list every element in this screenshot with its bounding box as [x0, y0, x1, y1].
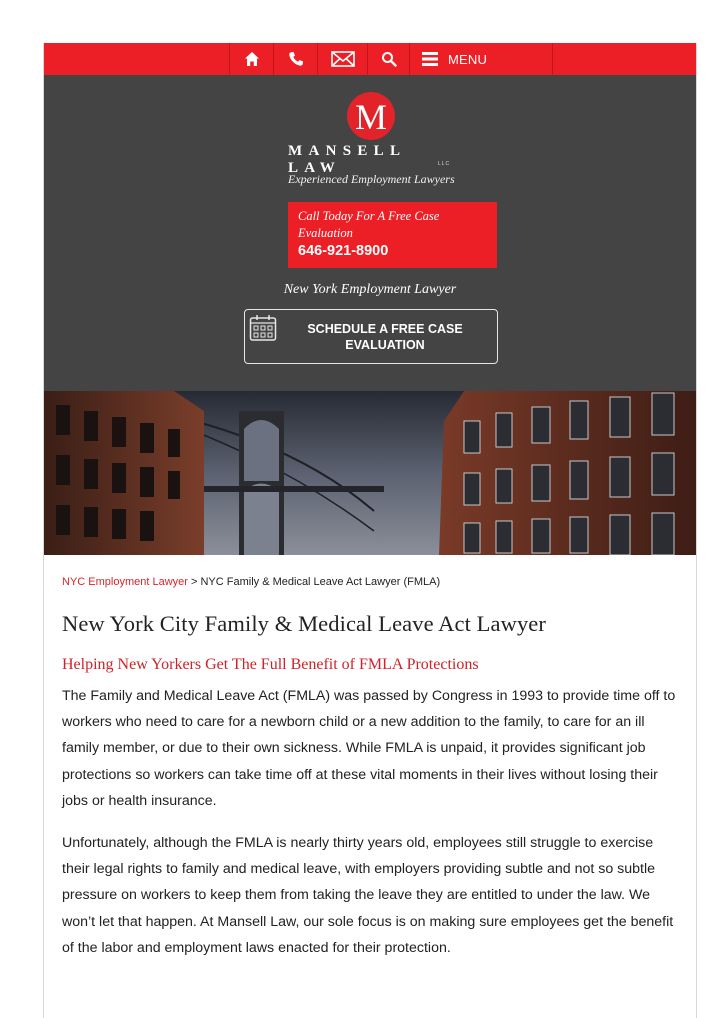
- schedule-label: SCHEDULE A FREE CASE EVALUATION: [307, 322, 463, 352]
- menu-icon: [422, 52, 438, 66]
- breadcrumb-link-employment-lawyer[interactable]: NYC Employment Lawyer: [62, 576, 188, 588]
- firm-tagline: Experienced Employment Lawyers: [288, 172, 455, 186]
- nav-icon-group: [229, 43, 553, 75]
- main-content: [62, 576, 682, 961]
- mail-icon: [331, 51, 355, 67]
- menu-label: MENU: [448, 51, 488, 67]
- hero-illustration: [44, 391, 696, 555]
- page-subtitle: Helping New Yorkers Get The Full Benefit of FMLA Protections: [62, 656, 479, 673]
- site-header: [44, 75, 696, 391]
- schedule-evaluation-button[interactable]: [244, 309, 498, 364]
- logo-letter: M: [354, 97, 387, 137]
- logo[interactable]: [347, 92, 395, 140]
- call-text: Call Today For A Free Case Evaluation: [298, 209, 440, 240]
- search-button[interactable]: [367, 43, 409, 75]
- firm-llc: LLC: [438, 161, 451, 167]
- search-icon: [381, 51, 397, 67]
- page-frame: [43, 43, 697, 1018]
- phone-icon: [288, 51, 304, 67]
- breadcrumb-current: NYC Family & Medical Leave Act Lawyer (FMLA): [200, 576, 441, 588]
- phone-number[interactable]: 646-921-8900: [298, 243, 389, 259]
- home-icon: [244, 51, 260, 67]
- call-box[interactable]: [288, 202, 497, 268]
- firm-name: MANSELL LAW: [288, 143, 406, 176]
- page-title: New York City Family & Medical Leave Act Lawyer: [62, 611, 546, 636]
- page-tagline: New York Employment Lawyer: [283, 282, 457, 297]
- hero-image: [44, 391, 696, 555]
- menu-button[interactable]: [409, 43, 553, 75]
- top-nav-bar: [44, 43, 696, 75]
- phone-button[interactable]: [273, 43, 317, 75]
- body-paragraph-2: Unfortunately, although the FMLA is nearly thirty years old, employees still struggle to exercise their legal rights to family and medical leave, with employers providing subtle and not so subtle pressure on workers to keep them from taking the leave they are entitled to under the law. We won’t let that happen. At Mansell Law, our sole focus is on making sure employees get the benefit of the labor and employment laws enacted for their protection.: [62, 835, 674, 956]
- calendar-icon: [249, 314, 277, 342]
- breadcrumb: [62, 576, 682, 588]
- body-paragraph-1: The Family and Medical Leave Act (FMLA) was passed by Congress in 1993 to provide time off to workers who need to care for a newborn child or a new addition to the family, to care for an ill family member, or due to their own sickness. While FMLA is unpaid, it provides significant job protections so workers can take time off at these vital moments in their lives without losing their jobs or health insurance.: [62, 688, 676, 809]
- home-button[interactable]: [229, 43, 273, 75]
- email-button[interactable]: [317, 43, 367, 75]
- breadcrumb-separator: >: [187, 576, 201, 588]
